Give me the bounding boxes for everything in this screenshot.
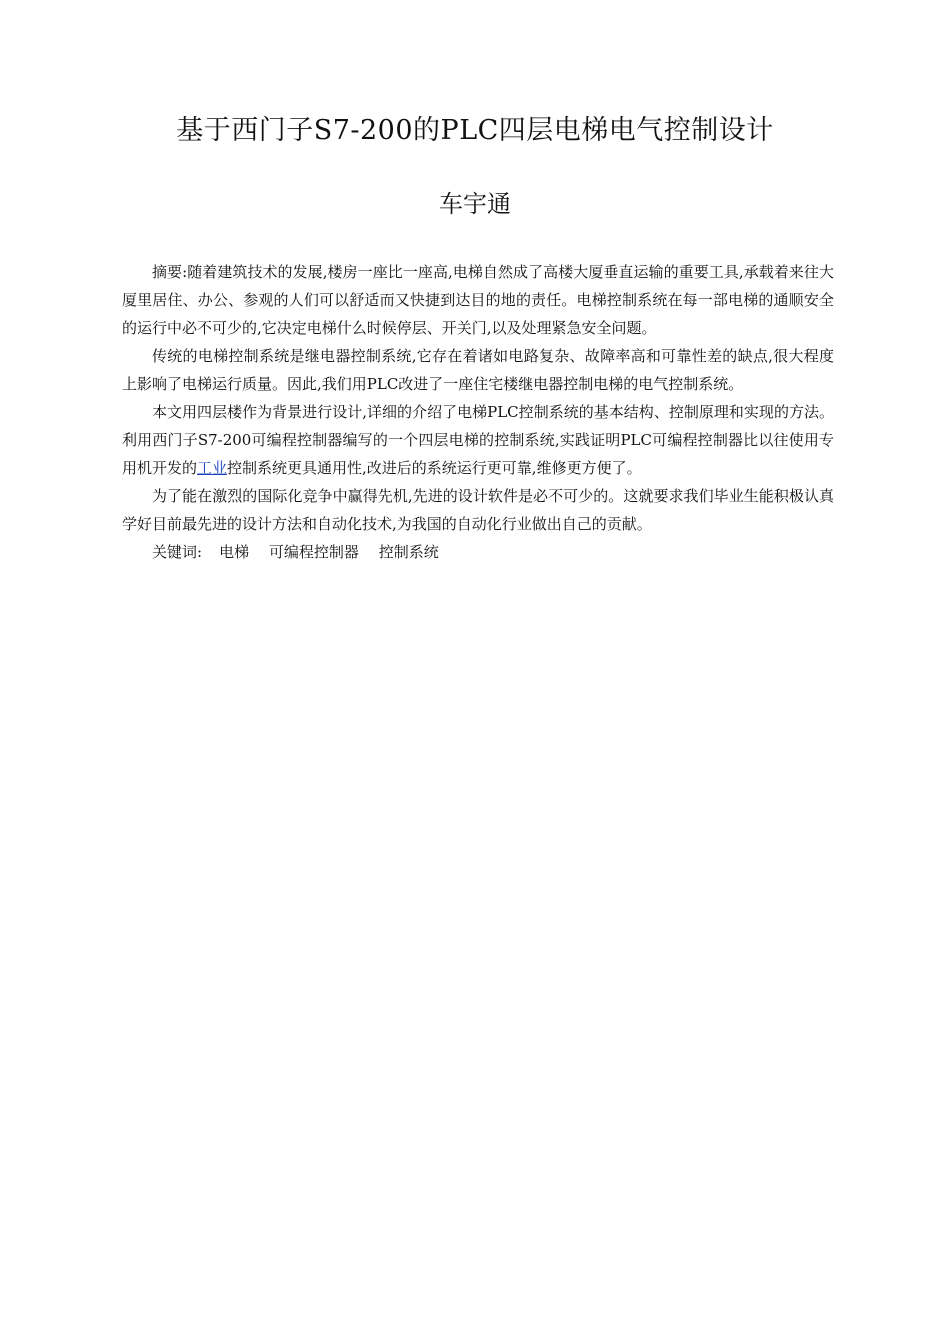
keywords-line bbox=[122, 538, 834, 566]
abstract-paragraph-2: 传统的电梯控制系统是继电器控制系统,它存在着诸如电路复杂、故障率高和可靠性差的缺点,很大程度上影响了电梯运行质量。因此,我们用PLC改进了一座住宅楼继电器控制电梯的电气控制系统。 bbox=[122, 347, 834, 393]
abstract-paragraph-4: 为了能在激烈的国际化竞争中赢得先机,先进的设计软件是必不可少的。这就要求我们毕业生能积极认真学好目前最先进的设计方法和自动化技术,为我国的自动化行业做出自己的贡献。 bbox=[122, 487, 834, 533]
abstract-paragraph-1: 摘要:随着建筑技术的发展,楼房一座比一座高,电梯自然成了高楼大厦垂直运输的重要工具,承载着来往大厦里居住、办公、参观的人们可以舒适而又快捷到达目的地的责任。电梯控制系统在每一部电梯的通顺安全的运行中必不可少的,它决定电梯什么时候停层、开关门,以及处理紧急安全问题。 bbox=[122, 263, 834, 337]
keyword-item: 控制系统 bbox=[378, 543, 439, 561]
keyword-item: 电梯 bbox=[219, 543, 250, 561]
abstract-paragraph-3-text-after: 控制系统更具通用性,改进后的系统运行更可靠,维修更方便了。 bbox=[227, 459, 642, 477]
keyword-item: 可编程控制器 bbox=[268, 543, 359, 561]
document-author: 车宇通 bbox=[439, 190, 511, 218]
keywords-label: 关键词: bbox=[152, 543, 203, 561]
document-title: 基于西门子S7-200的PLC四层电梯电气控制设计 bbox=[176, 115, 774, 146]
abstract-paragraph-3-text-before: 本文用四层楼作为背景进行设计,详细的介绍了电梯PLC控制系统的基本结构、控制原理和实现的方法。利用西门子S7-200可编程控制器编写的一个四层电梯的控制系统,实践证明PLC可编程控制器比以往使用专用机开发的 bbox=[122, 403, 834, 477]
abstract-paragraph-3 bbox=[122, 398, 834, 482]
abstract-section bbox=[122, 258, 834, 566]
industry-link[interactable]: 工业 bbox=[197, 459, 228, 477]
